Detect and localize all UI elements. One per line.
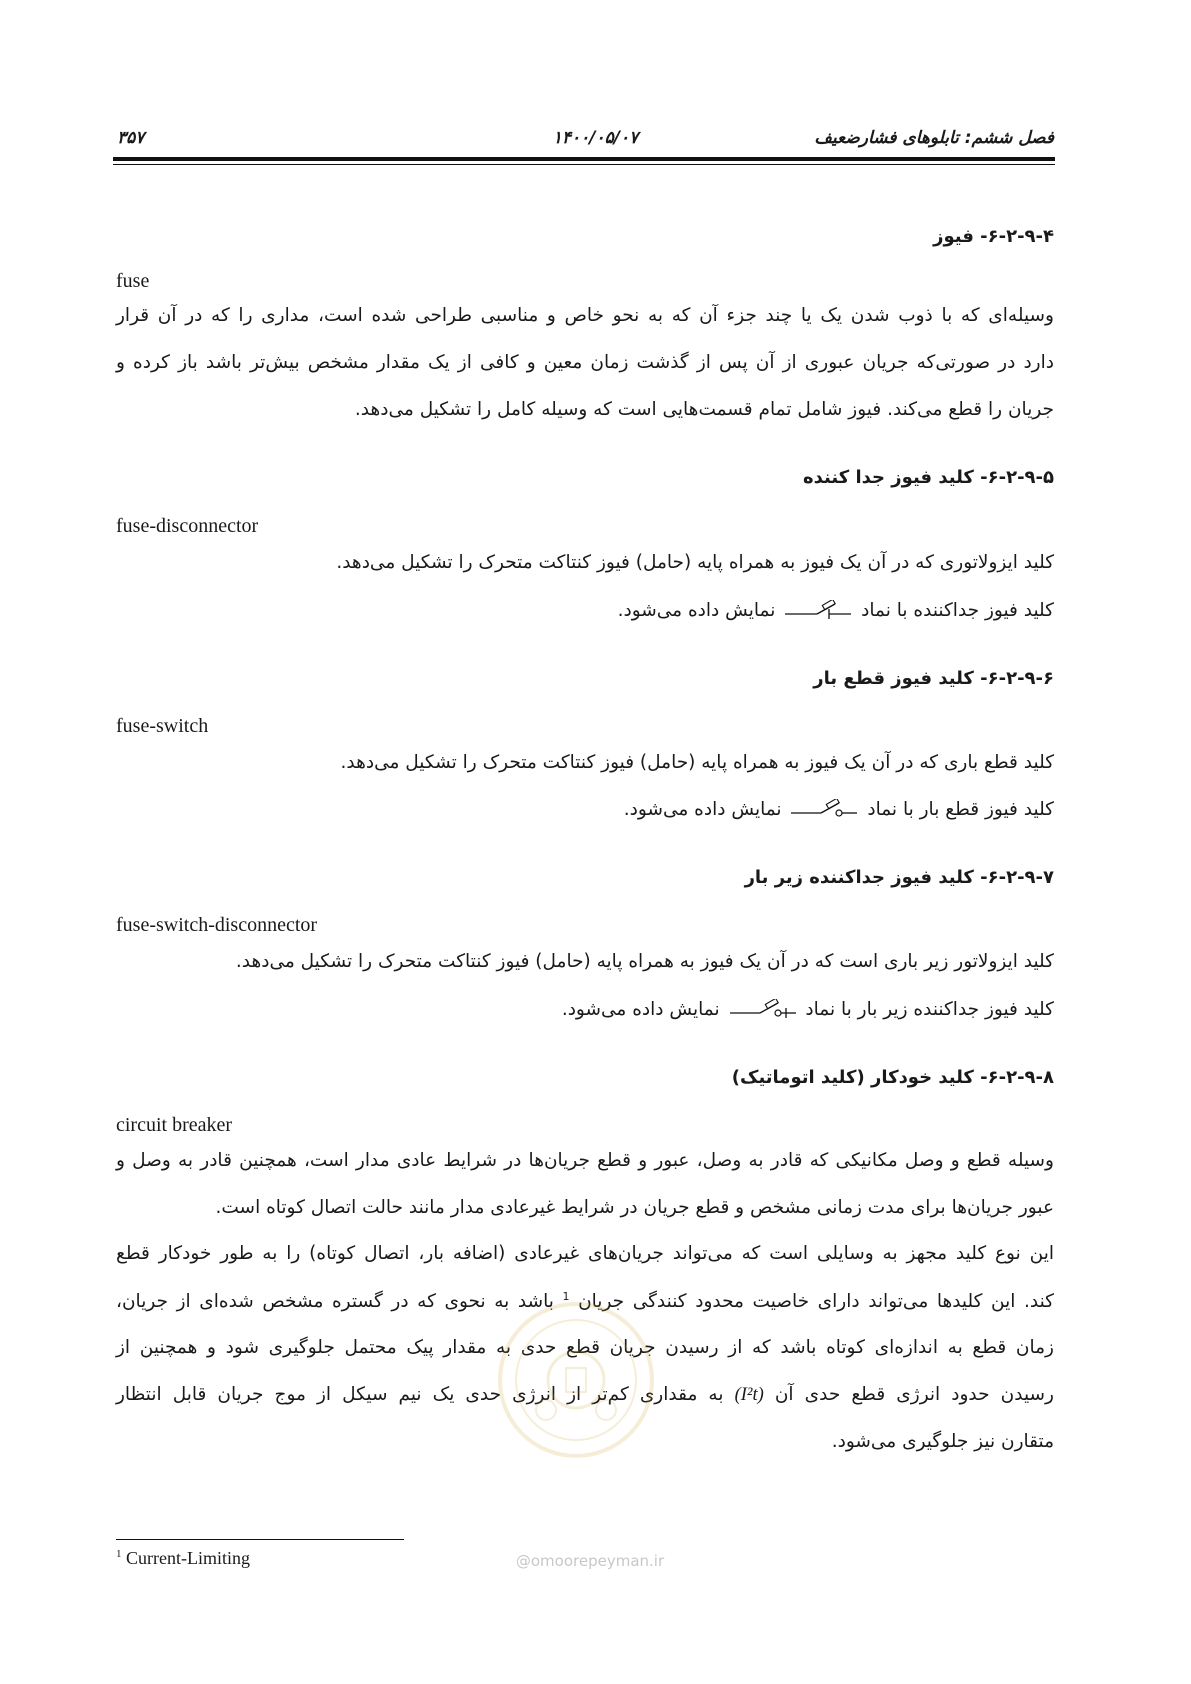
footnote-ref: 1 (562, 1290, 570, 1303)
symbol-text-before: کلید فیوز جداکننده زیر بار با نماد (805, 999, 1054, 1020)
fuse-switch-symbol-icon (791, 799, 857, 821)
definition-fuse-disconnector: کلید ایزولاتوری که در آن یک فیوز به همراه پایه (حامل) فیوز کنتاکت متحرک را تشکیل می‌دهد. (336, 552, 1054, 573)
symbol-text-after: نمایش داده می‌شود. (623, 799, 782, 820)
symbol-line-fuse-switch (624, 799, 1054, 821)
symbol-text-before: کلید فیوز قطع بار با نماد (867, 799, 1054, 820)
symbol-text-before: کلید فیوز جداکننده با نماد (861, 600, 1054, 621)
section-heading-fuse-switch-disconnector: ۶-۲-۹-۷- کلید فیوز جداکننده زیر بار (744, 867, 1054, 888)
paragraph-fragment: باشد به نحوی که در گستره مشخص شده‌ای از جریان، (116, 1291, 554, 1313)
footnote-number: 1 (116, 1548, 122, 1560)
footnote (116, 1548, 250, 1569)
chapter-title: فصل ششم: تابلوهای فشارضعیف (814, 128, 1054, 148)
term-fuse: fuse (116, 270, 150, 292)
paragraph-fragment: رسیدن حدود انرژی قطع حدی آن (774, 1384, 1054, 1405)
paragraph-line: متقارن نیز جلوگیری می‌شود. (831, 1431, 1054, 1452)
header-rule-thick (113, 157, 1055, 161)
term-fuse-switch-disconnector: fuse-switch-disconnector (116, 914, 318, 936)
term-fuse-disconnector: fuse-disconnector (116, 515, 259, 537)
paragraph-line: وسیله‌ای که با ذوب شدن یک یا چند جزء آن که به نحو خاص و مناسبی طراحی شده است، مداری را که در آن قرار (116, 305, 1054, 326)
paragraph-line: زمان قطع به اندازه‌ای کوتاه باشد که از رسیدن جریان قطع حدی به مقدار پیک محتمل جلوگیری شود و همچنین از (116, 1337, 1054, 1358)
paragraph-fragment: کند. این کلیدها می‌تواند دارای خاصیت محدود کنندگی جریان (569, 1291, 1054, 1313)
header-date: ۱۴۰۰/۰۵/۰۷ (552, 128, 639, 148)
watermark-text: @omoorepeyman.ir (515, 1552, 665, 1570)
definition-fuse-switch: کلید قطع باری که در آن یک فیوز به همراه پایه (حامل) فیوز کنتاکت متحرک را تشکیل می‌دهد. (340, 752, 1054, 773)
formula-i2t: (I²t) (734, 1385, 764, 1405)
footnote-rule (116, 1539, 404, 1540)
page-number: ۳۵۷ (117, 128, 145, 148)
footnote-text: Current-Limiting (126, 1548, 250, 1568)
section-heading-fuse: ۶-۲-۹-۴- فیوز (933, 226, 1054, 247)
term-fuse-switch: fuse-switch (116, 715, 209, 737)
section-heading-circuit-breaker: ۶-۲-۹-۸- کلید خودکار (کلید اتوماتیک) (731, 1067, 1054, 1088)
section-heading-fuse-switch: ۶-۲-۹-۶- کلید فیوز قطع بار (813, 668, 1054, 689)
paragraph-line: جریان را قطع می‌کند. فیوز شامل تمام قسمت‌هایی است که وسیله کامل را تشکیل می‌دهد. (354, 399, 1054, 420)
omoorepeyman-seal-icon (496, 1300, 656, 1460)
paragraph-line: دارد در صورتی‌که جریان عبوری از آن پس از گذشت زمان معین و کافی از یک مقدار مشخص بیش‌تر باشد باز کرده و (116, 352, 1054, 373)
header-rule-thin (113, 164, 1055, 165)
paragraph-line: عبور جریان‌ها برای مدت زمانی مشخص و قطع جریان در شرایط غیرعادی مدار مانند حالت اتصال کوتاه است. (215, 1197, 1054, 1218)
section-heading-fuse-disconnector: ۶-۲-۹-۵- کلید فیوز جدا کننده (803, 467, 1054, 488)
symbol-text-after: نمایش داده می‌شود. (561, 999, 720, 1020)
paragraph-line: این نوع کلید مجهز به وسایلی است که می‌تواند جریان‌های غیرعادی (اضافه بار، اتصال کوتاه) را به طور خودکار قطع (116, 1243, 1054, 1264)
symbol-text-after: نمایش داده می‌شود. (617, 600, 776, 621)
definition-fuse-switch-disconnector: کلید ایزولاتور زیر باری است که در آن یک فیوز به همراه پایه (حامل) فیوز کنتاکت متحرک را تشکیل می‌دهد. (235, 951, 1054, 972)
fuse-disconnector-symbol-icon (785, 600, 851, 622)
symbol-line-fuse-disconnector (618, 600, 1054, 622)
paragraph-line: وسیله قطع و وصل مکانیکی که قادر به وصل، عبور و قطع جریان‌ها در شرایط عادی مدار است، همچنین قادر به وصل و (116, 1150, 1054, 1171)
symbol-line-fuse-switch-disconnector (562, 999, 1054, 1021)
fuse-switch-disconnector-symbol-icon (730, 999, 796, 1021)
term-circuit-breaker: circuit breaker (116, 1114, 233, 1136)
paragraph-fragment: به مقداری کم‌تر از انرژی حدی یک نیم سیکل از موج جریان قابل انتظار (116, 1384, 724, 1405)
